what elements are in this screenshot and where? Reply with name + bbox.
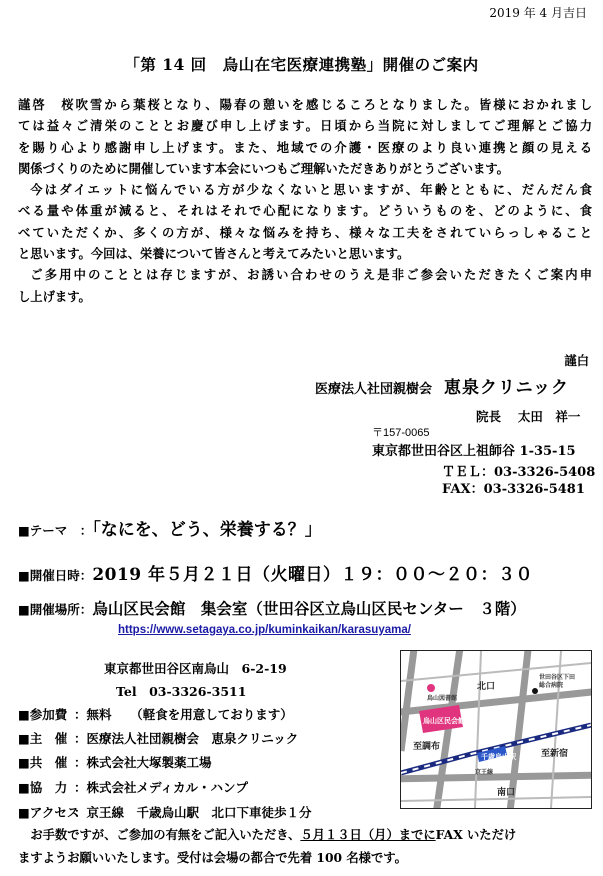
cohost-row [18,753,212,771]
paragraph-3 [18,264,592,307]
reply-text-2: FAX いただけ [435,827,517,842]
library-label: 烏山図書館 [427,695,458,702]
access-value: ：京王線 千歳烏山駅 北口下車徒歩１分 [74,805,312,820]
issue-date: 2019 年 4 月吉日 [489,6,587,20]
paragraph-1 [18,94,592,179]
map-drawing [401,651,591,808]
support-value: ：株式会社メディカル・ハンプ [74,780,249,795]
letter-body [18,94,592,307]
theme-value: 「なにを、どう、栄養する？」 [92,520,322,540]
paragraph-2 [18,179,592,264]
host-value: ：医療法人社団親樹会 恵泉クリニック [74,731,299,746]
theme-label: ■テーマ ： [18,523,93,538]
branch-office-marker [532,688,538,694]
to-shinjuku-label: 至新宿 [541,749,569,759]
venue-address: 東京都世田谷区南烏山 6-2-19 [104,661,287,676]
reply-request [18,823,592,869]
cohost-value: ：株式会社大塚製薬工場 [74,755,212,770]
clinic-name: 恵泉クリニック [444,378,569,398]
venue-map [400,650,592,809]
director-name: 院長 太田 祥一 [476,409,581,424]
body-line: し上げます。 [18,288,91,304]
body-line: ては益々ご清栄のこととお慶び申し上げます。日頃から当院に対しましてご理解とご協力 [18,118,592,134]
station-label: 千歳烏山駅 [481,753,516,761]
line-label: 京王線 [475,769,494,776]
body-line: を賜り心より感謝申し上げます。また、地域での介護・医療のより良い連携と顔の見える [18,139,592,155]
sender-address: 東京都世田谷区上祖師谷 1-35-15 [372,444,576,459]
datetime-row [18,560,533,585]
body-line: 謹啓 桜吹雪から葉桜となり、陽春の憩いを感じるころとなりました。皆様におかれまし [18,97,592,112]
sender-org [315,373,569,398]
branch-office-label-1: 世田谷区下田 [539,674,576,681]
body-line: ご多用中のこととは存じますが、お誘い合わせのうえ是非ご参会いただきたくご案内申 [30,267,592,283]
body-line: 関係づくりのために開催しています本会にいつもご理解いただきありがとうございます。 [18,160,509,176]
body-line: 今はダイエットに悩んでいる方が少なくないと思いますが、年齢とともに、だんだん食 [30,182,592,198]
access-label: ■アクセス [18,805,80,820]
datetime-label: ■開催日時： [18,568,93,583]
venue-row [18,597,526,619]
fee-row [18,705,293,723]
hall-label: 烏山区民会館 [423,717,465,725]
body-line: べていただくか、多くの方が、様々な悩みを持ち、様々な工夫をされていらっしゃること [18,224,592,240]
host-label: ■主 催 [18,731,68,746]
body-line: べる量や体重が減ると、それはそれで心配になります。どういうものを、どのように、食 [18,203,592,219]
south-exit-label: 南口 [497,788,516,798]
sender-tel: ＴＥＬ：03-3326-5408 [442,465,596,480]
reply-line-2: ますようお願いいたします。受付は会場の都合で先着 100 名様です。 [18,850,407,865]
road [509,651,529,808]
to-chofu-label: 至調布 [413,742,441,752]
page-title: 「第 14 回 烏山在宅医療連携塾」開催のご案内 [124,55,479,74]
access-row [18,803,312,821]
venue-tel: Tel 03-3326-3511 [116,684,247,699]
library-marker [427,684,435,692]
support-label: ■協 力 [18,780,68,795]
venue-label: ■開催場所： [18,602,93,617]
theme-row [18,515,322,540]
fee-value: ：無料 （軽食を用意しております） [74,707,293,722]
postal-code: 〒157-0065 [372,427,430,439]
fee-label: ■参加費 [18,707,68,722]
reply-text-1: お手数ですが、ご参加の有無をご記入いただき、 [30,827,301,842]
closing-word: 謹白 [564,353,589,368]
venue-value: 烏山区民会館 集会室（世田谷区立烏山区民センター ３階） [92,599,526,618]
road [401,797,591,801]
road [401,651,415,751]
venue-link[interactable]: https://www.setagaya.co.jp/kuminkaikan/karasuyama/ [118,624,411,636]
reply-line-1 [18,823,592,846]
north-exit-label: 北口 [477,682,496,692]
reply-deadline: ５月１３日（月）までに [300,827,436,842]
sender-fax: FAX：03-3326-5481 [442,482,585,497]
body-line: と思います。今回は、栄養について皆さんと考えてみたいと思います。 [18,246,410,262]
road [401,775,591,779]
support-row [18,778,248,796]
cohost-label: ■共 催 [18,755,68,770]
host-row [18,729,298,747]
org-name: 医療法人社団親樹会 [315,382,433,397]
datetime-value: 2019 年５月２１日（火曜日）１９：００～２０：３０ [92,565,534,585]
branch-office-label-2: 総合病院 [539,682,564,689]
